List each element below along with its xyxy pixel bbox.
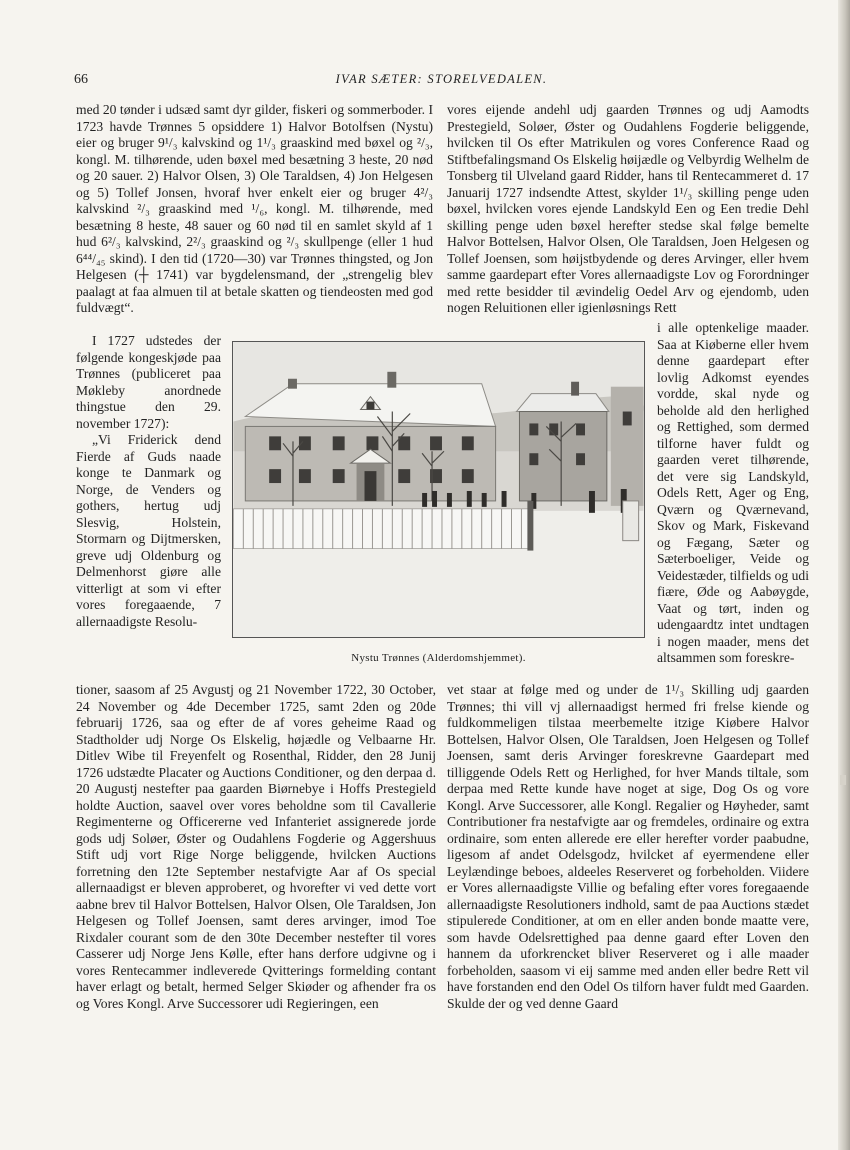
paragraph: „Vi Friderick dend Fierde af Guds naade konge te Danmark og Norge, de Venders og gothers, hertug udj Slesvig, Holstein, Stormarn og Dijtmersken, greve udj Oldenburg og Delmenhorst giøre alle vitterligt at som vi efter vores foregaaende, 7 allernaadigste Resolu-: [76, 432, 221, 629]
running-title: IVAR SÆTER: STORELVEDALEN.: [335, 72, 548, 86]
page-number: 66: [74, 72, 88, 87]
left-column-top: [76, 102, 433, 317]
figure-caption: Nystu Trønnes (Alderdomshjemmet).: [351, 652, 526, 664]
right-column-bottom: [447, 682, 809, 1012]
paragraph: med 20 tønder i udsæd samt dyr gilder, fiskeri og sommerboder. I 1723 havde Trønnes 5 opsiddere 1) Halvor Botolfsen (Nystu) eier og bruger 9¹/₃ kalvskind og 1¹/₃ graaskind med bøxel og ²/₃, kongl. M. tilhørende, uden bøxel med besætning 3 heste, 20 nød og 20 sauer. 2) Halvor Olsen, 3) Ole Taraldsen, 4) Jon Helgesen og 5) Tollef Jonsen, hvoraf hver enkelt eier og bruger 4²/₃ kalvskind ²/₃ graaskind med ¹/₆, kongl. M. tilhørende, med besætning 8 heste, 48 sauer og 60 nød til en samlet skyld af 1 hud 6²/₃ kalvskind, 2²/₃ graaskind og ²/₃ skullpenge (eller 1 hud 6⁴⁴/₄₅ skind). I den tid (1720—30) var Trønnes thingsted, og Jon Helgesen (┼ 1741) var bygdelensmand, der „strengelig blev paalagt at faa almuen til at betale skatten og tiendeosten med god fuldvægt“.: [76, 102, 433, 315]
right-narrow-column: [657, 320, 809, 667]
left-column-bottom: [76, 682, 436, 1012]
paragraph: vet staar at følge med og under de 1¹/₃ Skilling udj gaarden Trønnes; thi vill vj allernaadigst hermed fri frelse kiende og fuldkommeligen tilstaa meerbemelte itzige Kiøbere Halvor Bottelsen, Halvor Olsen, Ole Taraldsen, Joen Helgesen og Tollef Joensen, samt deris Arvinger foreskrevne Gaardepart med tilliggende Odels Rett og Herlighed, for hver Mands tiltale, som derpaa med Rette kunde have noget at sige, Dog Os og vore Kongl. Arve Successorer, alle Kongl. Regalier og Høyheder, samt Contributioner fra nestafvigte aar og fremdeles, ordinaire og extra ordinaire, som enten allerede ere eller herefter vorder paabudne, ligesom af andet Odelsgodz, hvilcket af eyermendene eller Leylændinge beboes, aldeeles Reserveret og forbeholden. Viidere er Vores allernaadigste Villie og befaling efter vores foregaaende allernaadigste Resolutioners indhold, samt de paa Auctions stædet stipulerede Conditioner, at om en eller anden bonde maatte vere, som havde Odelsrettighed paa denne gaard efter Loven den hannem da uforkrencket bliver Reserveret og i alle maader forbeholden, saasom vi eij samme med anden eller bedre Rett vil have forstanden end den Odel Os tilforn haver fuldt med Gaarden. Skulde der og ved denne Gaard: [447, 682, 809, 1011]
right-column-top: [447, 102, 809, 317]
paragraph: i alle optenkelige maader. Saa at Kiøberne eller hvem denne gaardepart efter lovlig Adkomst eyendes vordde, skal nyde og beholde ald den herlighed og Rettighed, som dermed tilforne haver fuldt og gaarden veret tilhørende, det vere sig Landskyld, Odels Rett, Ager og Eng, Qværn og Qværnevand, Skov og Mark, Fiskevand og Fægang, Sæter og Sæterboeliger, Veide og Veidestæder, tilfields og udi fiære, Øde og Aabøygde, Vaat og tørt, inden og udengaardtz intet undtagen i nogen maader, mens det altsammen som foreskre-: [657, 320, 809, 665]
farmhouse-photo: [232, 341, 645, 638]
paragraph: tioner, saasom af 25 Avgustj og 21 November 1722, 30 October, 24 November og 4de December 1725, samt 2den og 20de februarij 1726, saa og efter de af vores geheime Raad og Stadtholder udj Norge Os Elskelig, højædle og Velbaarne Hr. Ditlev Wibe til Freyenfelt og Rosenthal, Ridder, den 28 Junij 1726 udstædte Placater og Auctions Conditioner, og den derpaa d. 20 Augustj nestefter paa gaarden Biørnebye i Hoffs Prestegield holdte Auction, saavel over vores beholdne som til Cavallerie Regimenterne og Officererne ved Infanteriet assignerede jorde gods udj Soløer, Øster og Oudahlens Fogderie og Aggershuus Stift udj vort Rige Norge beliggende, hvilcken Auctions forretning den 12te September nestafvigte Aar af Os special allernaadigst er bleven approberet, og hvorefter vi ved dette vort aabne brev til Halvor Bottelsen, Halvor Olsen, Ole Taraldsen, Jon Helgesen og Tollef Joensen, samt deres arvinger, imod Toe Rixdaler courant som de den 30te December nestefter til vores Casserer udj Norge Jens Kølle, efter hans derfore udgivne og i vores Rentecammer indleverede Qvitterings formelding contant haver erlagt og betalt, hermed Selger Skiøder og afhender fra os og Vores Kongl. Arve Successorer udi Regieringen, een: [76, 682, 436, 1011]
paragraph: I 1727 udstedes der følgende kongeskjøde paa Trønnes (publiceret paa Møkleby anordnede thingstue den 29. november 1727):: [76, 333, 221, 431]
left-narrow-column: [76, 333, 221, 630]
photo-figure: [232, 341, 645, 638]
page-edge: [838, 0, 850, 1150]
page-edge-mark: [840, 775, 846, 785]
paragraph: vores eijende andehl udj gaarden Trønnes og udj Aamodts Prestegield, Soløer, Øster og Oudahlens Fogderie beliggende, hvilcken til Os efter Matrikulen og vores Conference Raad og Stiftbefalingsmand Os Elskelig høijædle og Velbyrdig Welhelm de Tonsberg til Ulveland gaard Ridder, hans til Rentecammeret d. 17 Januarij 1727 indsendte Attest, skylder 1¹/₃ skilling penge uden bøxel, hvilcken vores ejende Landskyld Een og Een tredie Dehl skilling penge uden bøxel herefter stedse skal følge bemelte Halvor Bottelsen, Halvor Olsen, Ole Taraldsen, Joen Helgesen og Tollef Joensen, som høijstbydende og deres Arvinger, eller hvem samme gaardepart efter Vores allernaadigste Lov og Forordninger med rette besidder til ævindelig Oedel Arv og ejendomb, uden nogen Reluitionen eller igienløsnings Rett: [447, 102, 809, 315]
page-header: [74, 72, 809, 90]
